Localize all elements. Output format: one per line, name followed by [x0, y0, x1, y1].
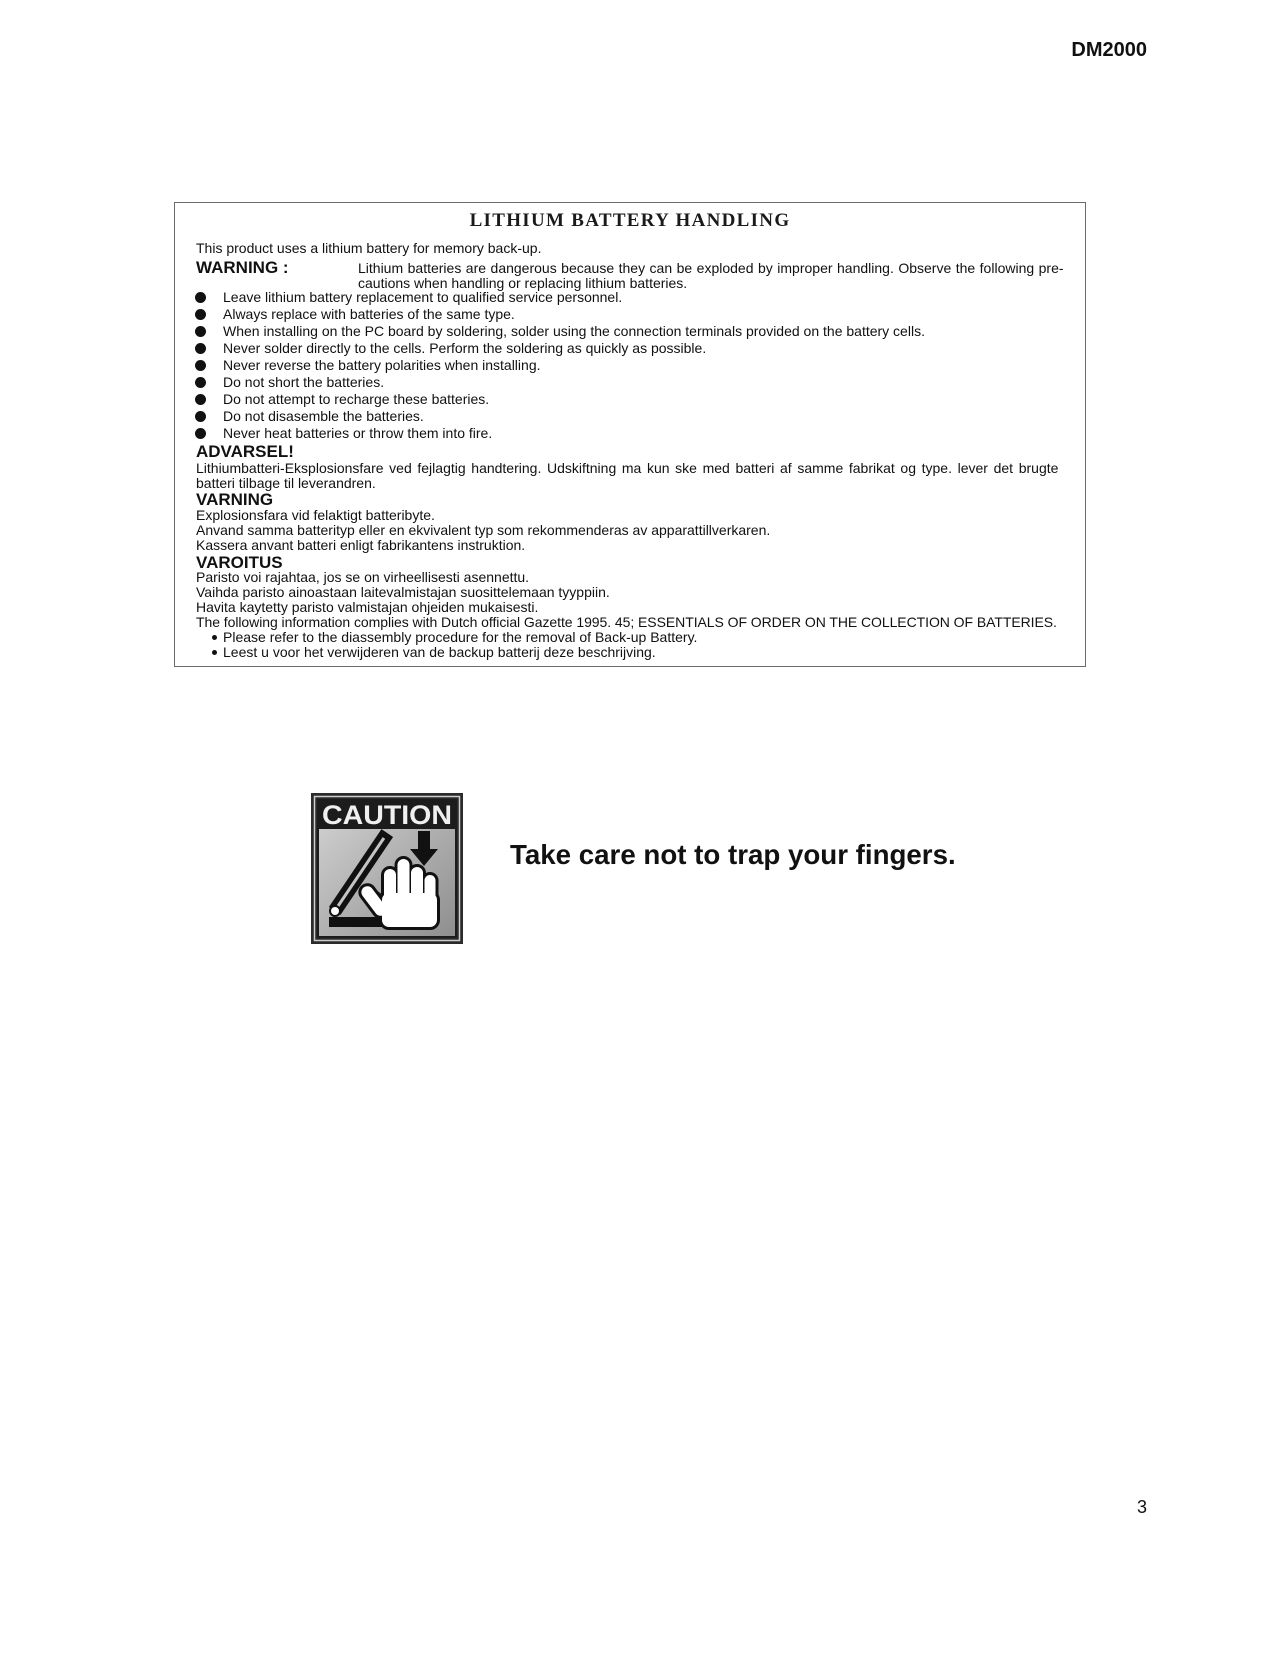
box-title: LITHIUM BATTERY HANDLING	[469, 210, 791, 231]
list-item-text: Never solder directly to the cells. Perform the soldering as quickly as possible.	[223, 340, 707, 356]
varoitus-heading: VAROITUS	[196, 553, 283, 572]
list-item-text: Leest u voor het verwijderen van de backup batterij deze beschrijving.	[223, 644, 656, 660]
list-item-text: Do not attempt to recharge these batteries.	[223, 391, 490, 407]
list-item	[195, 409, 1065, 424]
dutch-notice: The following information complies with Dutch official Gazette 1995. 45; ESSENTIALS OF ORDER ON THE COLLECTION OF BATTERIES.	[196, 614, 1057, 630]
warning-heading: WARNING :	[196, 258, 289, 277]
page-number: 3	[1136, 1497, 1147, 1517]
bullet-icon	[212, 650, 217, 655]
varning-text-line: Kassera anvant batteri enligt fabrikantens instruktion.	[196, 537, 526, 553]
varoitus-text-line: Havita kaytetty paristo valmistajan ohjeiden mukaisesti.	[196, 599, 539, 615]
varning-text-line: Explosionsfara vid felaktigt batteribyte.	[196, 507, 435, 523]
bullet-icon	[195, 292, 206, 303]
advarsel-text-line: batteri tilbage til leverandren.	[196, 475, 376, 491]
model-header: DM2000	[1071, 39, 1147, 61]
list-item-text: Leave lithium battery replacement to qualified service personnel.	[223, 289, 623, 305]
bullet-icon	[195, 343, 206, 354]
list-item-text: Do not disasemble the batteries.	[223, 408, 424, 424]
intro-text: This product uses a lithium battery for memory back-up.	[196, 240, 542, 256]
bullet-icon	[195, 411, 206, 422]
list-item	[195, 426, 1065, 441]
precaution-list	[195, 290, 1075, 441]
bullet-icon	[195, 309, 206, 320]
list-item-text: Never reverse the battery polarities when installing.	[223, 357, 541, 373]
list-item	[195, 358, 1065, 373]
warning-text-line: Lithium batteries are dangerous because they can be exploded by improper handling. Observe the following pre-	[358, 260, 1064, 276]
list-item	[210, 645, 1060, 660]
hinge-icon	[330, 906, 340, 916]
list-item	[195, 341, 1065, 356]
list-item	[195, 324, 1065, 339]
list-item-text: Always replace with batteries of the same type.	[223, 306, 515, 322]
bullet-icon	[195, 428, 206, 439]
warning-text-line: cautions when handling or replacing lithium batteries.	[358, 275, 688, 291]
list-item	[195, 375, 1065, 390]
list-item	[195, 307, 1065, 322]
varoitus-text-line: Paristo voi rajahtaa, jos se on virheellisesti asennettu.	[196, 569, 530, 585]
advarsel-heading: ADVARSEL!	[196, 442, 294, 461]
caution-message: Take care not to trap your fingers.	[510, 839, 956, 870]
lithium-battery-handling-box	[174, 202, 1086, 667]
varning-heading: VARNING	[196, 490, 274, 509]
list-item-text: When installing on the PC board by soldering, solder using the connection terminals provided on the battery cells.	[223, 323, 925, 339]
list-item	[195, 290, 1065, 305]
list-item	[195, 392, 1065, 407]
list-item-text: Do not short the batteries.	[223, 374, 385, 390]
caution-sign-text: CAUTION	[322, 800, 452, 830]
bullet-icon	[212, 635, 217, 640]
advarsel-text-line: Lithiumbatteri-Eksplosionsfare ved fejlagtig handtering. Udskiftning ma kun ske med batteri af samme fabrikat og type. lever det brugte	[196, 460, 1059, 476]
bullet-icon	[195, 394, 206, 405]
list-item	[210, 630, 1060, 645]
list-item-text: Please refer to the diassembly procedure for the removal of Back-up Battery.	[223, 629, 698, 645]
varning-text-line: Anvand samma batterityp eller en ekvivalent typ som rekommenderas av apparattillverkaren.	[196, 522, 771, 538]
caution-sign-icon	[311, 793, 463, 944]
backup-battery-notes	[210, 630, 1070, 660]
bullet-icon	[195, 377, 206, 388]
bullet-icon	[195, 326, 206, 337]
bullet-icon	[195, 360, 206, 371]
list-item-text: Never heat batteries or throw them into fire.	[223, 425, 493, 441]
varoitus-text-line: Vaihda paristo ainoastaan laitevalmistajan suosittelemaan tyyppiin.	[196, 584, 610, 600]
